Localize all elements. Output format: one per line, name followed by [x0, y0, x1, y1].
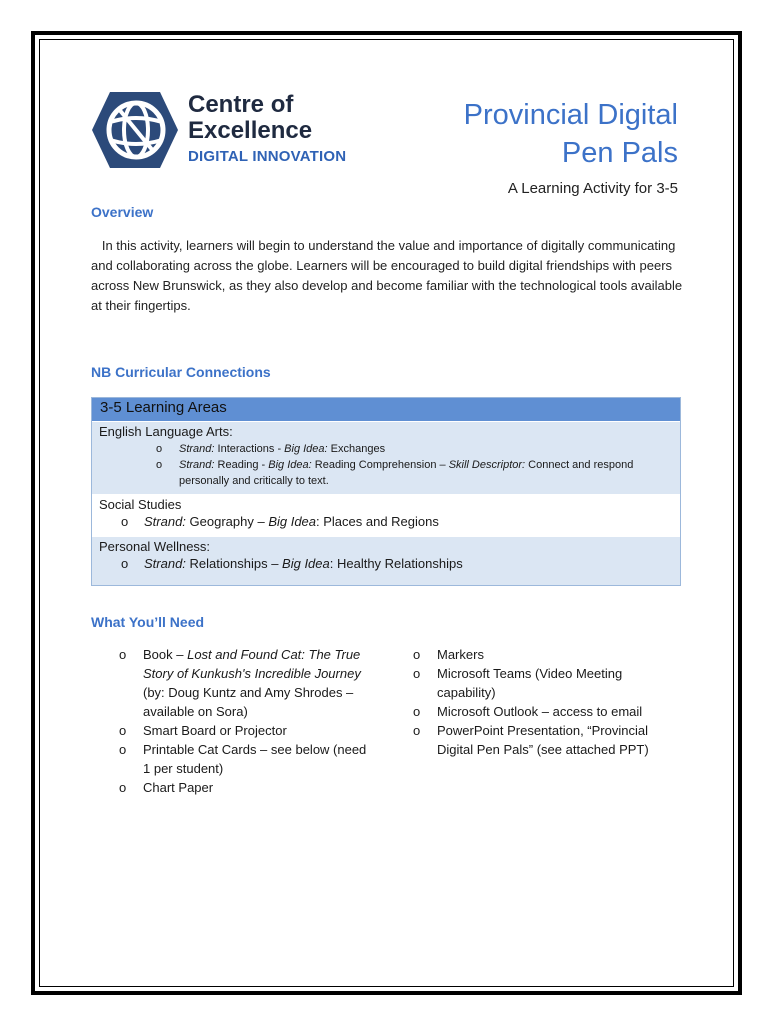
bullet: o: [156, 459, 163, 471]
title-line1: Provincial Digital: [463, 99, 678, 131]
needs-right-column: [413, 645, 683, 759]
learning-areas-table: [91, 397, 681, 586]
list-item: o PowerPoint Presentation, “Provincial Digital Pen Pals” (see attached PPT): [413, 723, 649, 757]
curricular-heading: NB Curricular Connections: [91, 364, 271, 380]
table-row-ela: [92, 421, 680, 494]
social-item: o Strand: Geography – Big Idea: Places and Regions: [121, 514, 439, 529]
list-item: o Markers: [413, 647, 484, 662]
overview-heading: Overview: [91, 204, 154, 220]
logo-line3: DIGITAL INNOVATION: [188, 148, 347, 165]
list-item: o Microsoft Teams (Video Meeting capability): [413, 666, 623, 700]
logo: [92, 90, 392, 170]
table-row-social: [92, 494, 680, 536]
bullet: o: [156, 443, 163, 455]
logo-line2: Excellence: [188, 117, 313, 144]
wellness-item: o Strand: Relationships – Big Idea: Healthy Relationships: [121, 556, 463, 571]
globe-icon: [92, 90, 182, 170]
list-item: o Microsoft Outlook – access to email: [413, 704, 643, 719]
needs-left-column: [119, 645, 389, 797]
list-item: o Printable Cat Cards – see below (need 1 per student): [119, 742, 367, 776]
page-title: [464, 96, 678, 172]
bullet: o: [121, 514, 129, 529]
list-item: o Chart Paper: [119, 780, 214, 795]
bullet: o: [121, 556, 129, 571]
page-subtitle: A Learning Activity for 3-5: [507, 180, 678, 197]
ela-item-2: o Strand: Reading - Big Idea: Reading Comprehension – Skill Descriptor: Connect and respond personally and critically to text.: [156, 459, 634, 487]
list-item: o Book – Lost and Found Cat: The True Story of Kunkush's Incredible Journey (by: Doug Kuntz and Amy Shrodes – available on Sora): [119, 647, 361, 719]
list-item: o Smart Board or Projector: [119, 723, 287, 738]
wellness-title: Personal Wellness:: [99, 539, 211, 554]
table-header: 3-5 Learning Areas: [92, 398, 680, 421]
needs-heading: What You’ll Need: [91, 614, 205, 630]
overview-body: In this activity, learners will begin to understand the value and importance of digitally communicating and collaborating across the globe. Learners will be encouraged to build digital friendships with peers across New Brunswick, as they also develop and become familiar with the technological tools available at their fingertips.: [91, 238, 683, 313]
ela-title: English Language Arts:: [99, 424, 233, 439]
overview-text: [91, 236, 691, 316]
title-line2: Pen Pals: [561, 137, 678, 169]
social-title: Social Studies: [99, 497, 182, 512]
logo-line1: Centre of: [188, 91, 294, 118]
ela-item-1: o Strand: Interactions - Big Idea: Exchanges: [156, 443, 386, 455]
table-row-wellness: [92, 536, 680, 585]
